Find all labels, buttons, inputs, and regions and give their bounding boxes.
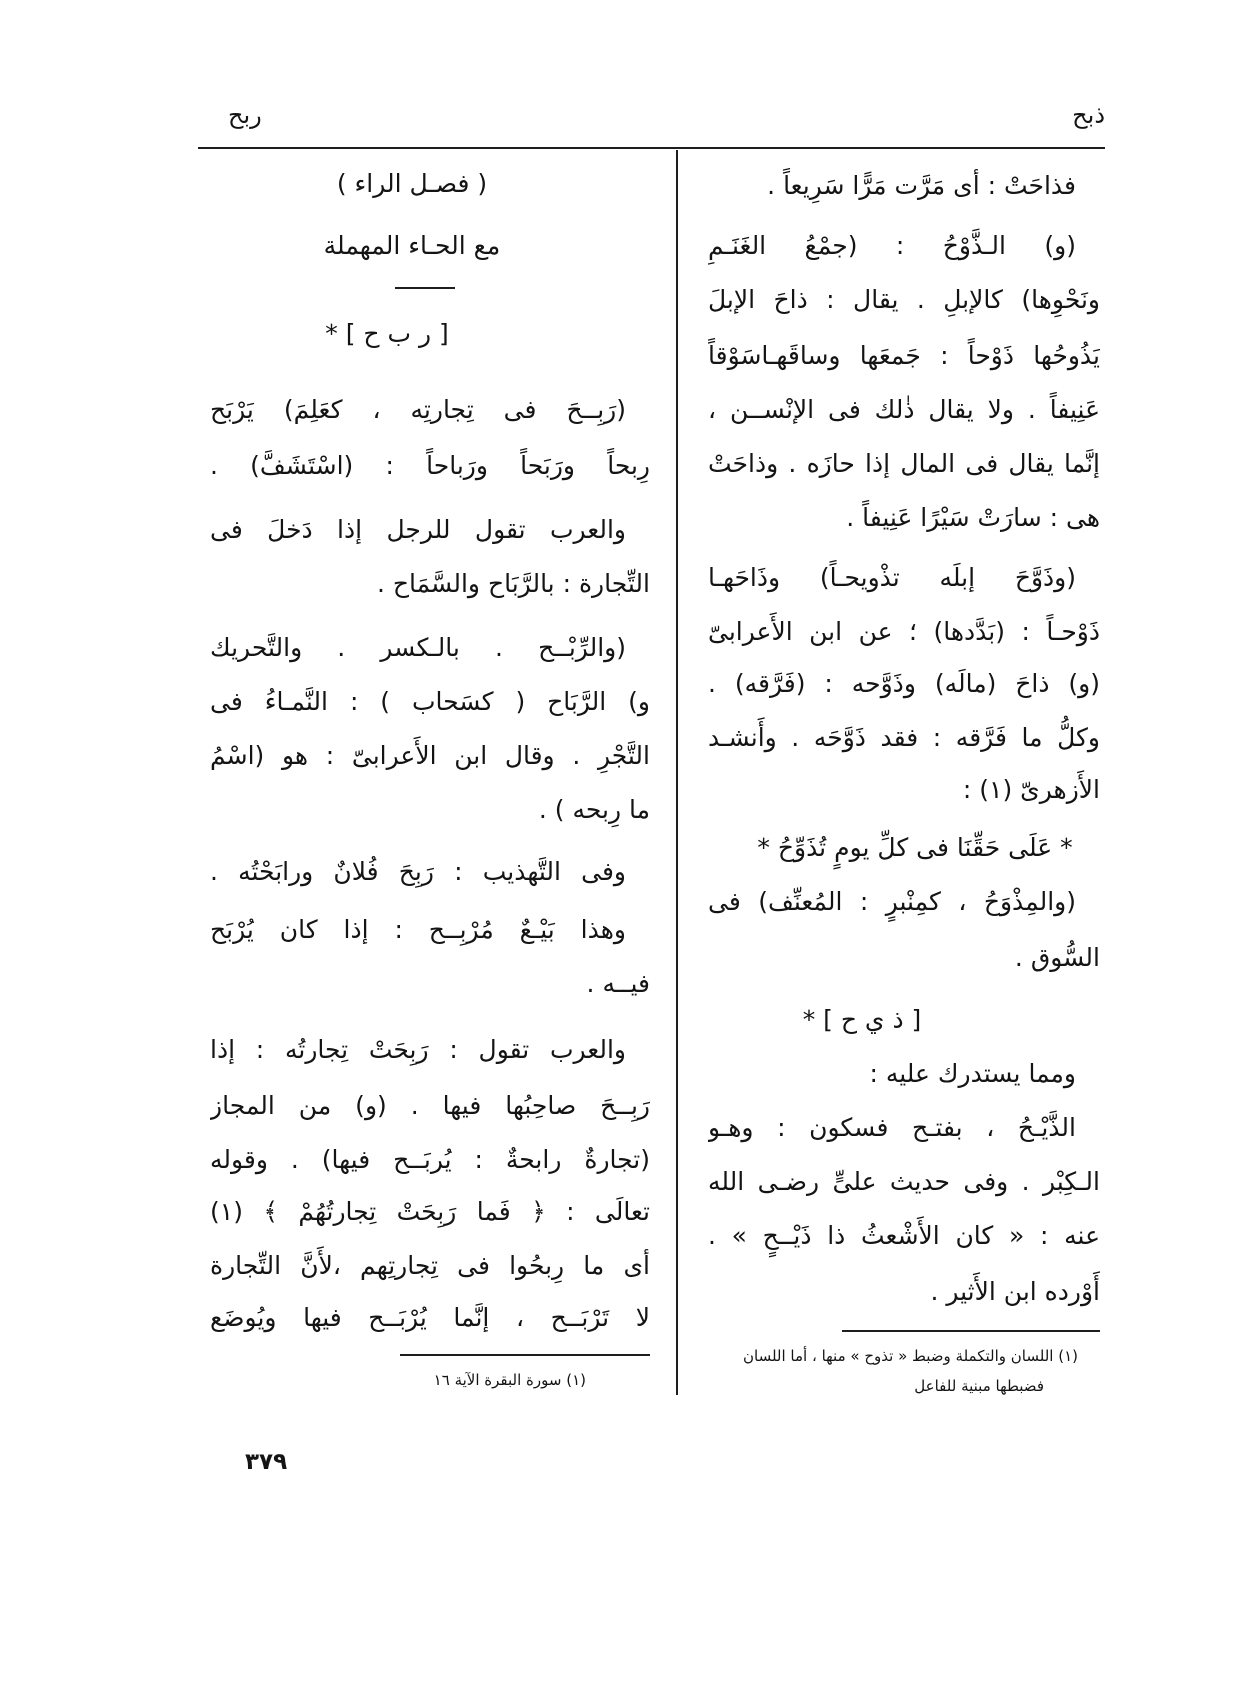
section-heading: ( فصـل الراء ) (336, 169, 488, 198)
footnote-line: (١) سورة البقرة الآية ١٦ (433, 1371, 586, 1389)
text-line: (وذَوَّحَ إبلَه تذْويحـاً) وذَاحَهـا (708, 563, 1076, 592)
text-line: التِّجارة : بالرَّبَاح والسَّمَاح . (376, 569, 650, 598)
text-line: التَّجْرِ . وقال ابن الأَعرابىّ : هو (اسْمُ (210, 741, 650, 770)
section-subheading: مع الحـاء المهملة (323, 231, 501, 260)
text-line: ما رِبحه ) . (538, 795, 650, 824)
footnote-rule (400, 1354, 650, 1356)
footnote-line: (١) اللسان والتكملة وضبط « تذوح » منها ، أما اللسان (742, 1347, 1078, 1365)
text-line: ونَحْوِها) كالإبلِ . يقال : ذاحَ الإبلَ (708, 285, 1100, 314)
text-line: وكلُّ ما فَرَّقه : فقد ذَوَّحَه . وأَنشـد (708, 723, 1100, 752)
text-line: رِبحاً ورَبَحاً ورَباحاً : (اسْتَشَفَّ) . (210, 451, 650, 480)
footnote-line: فضبطها مبنية للفاعل (914, 1377, 1044, 1395)
heading-rule (395, 287, 455, 289)
text-line: فذاحَتْ : أى مَرَّت مَرًّا سَرِيعاً . (767, 171, 1076, 200)
text-line: والعرب تقول : رَبِحَتْ تِجارتُه : إذا (210, 1035, 626, 1064)
text-line: رَبِــحَ صاحِبُها فيها . (و) من المجاز (210, 1091, 650, 1120)
page-number: ٣٧٩ (245, 1449, 288, 1475)
root-heading: [ ذ ي ح ] * (802, 1005, 922, 1034)
text-line: (والرِّبْــح . بالـكسر . والتَّحريك (210, 633, 626, 662)
text-line: (و) ذاحَ (مالَه) وذَوَّحه : (فَرَّقه) . (708, 669, 1100, 698)
text-line: وهذا بَيْـعٌ مُرْبِــح : إذا كان يُرْبَح (210, 915, 626, 944)
right-column (708, 0, 1100, 1704)
root-heading: [ ر ب ح ] * (325, 319, 449, 348)
text-line: إنَّما يقال فى المال إذا حازَه . وذاحَتْ (708, 449, 1100, 478)
text-line: عَنِيفاً . ولا يقال ذٰلك فى الإنْســن ، (708, 395, 1100, 424)
text-line: (والمِذْوَحُ ، كمِنْبرٍ : المُعنِّف) فى (708, 887, 1076, 916)
text-line: و) الرَّبَاح ( كسَحاب ) : النَّمـاءُ فى (210, 687, 650, 716)
text-line: (رَبِــحَ فى تِجارتِه ، كعَلِمَ) يَرْبَح (210, 395, 626, 424)
text-line: والعرب تقول للرجل إذا دَخلَ فى (210, 515, 626, 544)
text-line: (تجارةٌ رابحةٌ : يُربَــح فيها) . وقوله (210, 1145, 650, 1174)
text-line: السُّوق . (1014, 943, 1100, 972)
text-line: ذَوْحـاً : (بَدَّدها) ؛ عن ابن الأَعرابىّ (708, 617, 1100, 646)
running-head-right: ذبح (1072, 101, 1105, 129)
verse-line: * عَلَى حَقِّنَا فى كلِّ يومٍ تُذَوِّحُ * (757, 833, 1073, 862)
footnote-rule (842, 1330, 1100, 1332)
text-line: فيــه . (586, 969, 650, 998)
text-line: عنه : « كان الأَشْعثُ ذا ذَيْــحٍ » . (708, 1221, 1100, 1250)
text-line: هى : سارَتْ سَيْرًا عَنِيفاً . (846, 503, 1100, 532)
column-divider (676, 150, 678, 1395)
text-line: (و) الـذَّوْحُ : (جمْعُ الغَنَـمِ (708, 231, 1076, 260)
text-line: أَوْرده ابن الأَثير . (930, 1277, 1100, 1306)
text-line: ومما يستدرك عليه : (869, 1059, 1076, 1088)
text-line: يَذُوحُها ذَوْحاً : جَمعَها وساقَهـاسَوْقاً (708, 341, 1100, 370)
text-line: وفى التَّهذيب : رَبِحَ فُلانٌ ورابَحْتُه . (210, 857, 626, 886)
text-line: تعالَى : ﴿ فَما رَبِحَتْ تِجارتُهُمْ ﴾ (١) (210, 1197, 650, 1226)
text-line: لا تَرْبَــح ، إنَّما يُرْبَــح فيها ويُوضَع (210, 1303, 650, 1332)
text-line: أى ما رِبحُوا فى تِجارتِهم ،لأَنَّ التِّجارة (210, 1251, 650, 1280)
text-line: الذَّيْـحُ ، بفتـح فسكون : وهـو (708, 1113, 1076, 1142)
running-head-left: ربح (228, 101, 262, 129)
text-line: الـكِبْر . وفى حديث علىٍّ رضـى الله (708, 1167, 1100, 1196)
text-line: الأَزهرىّ (١) : (962, 775, 1100, 804)
